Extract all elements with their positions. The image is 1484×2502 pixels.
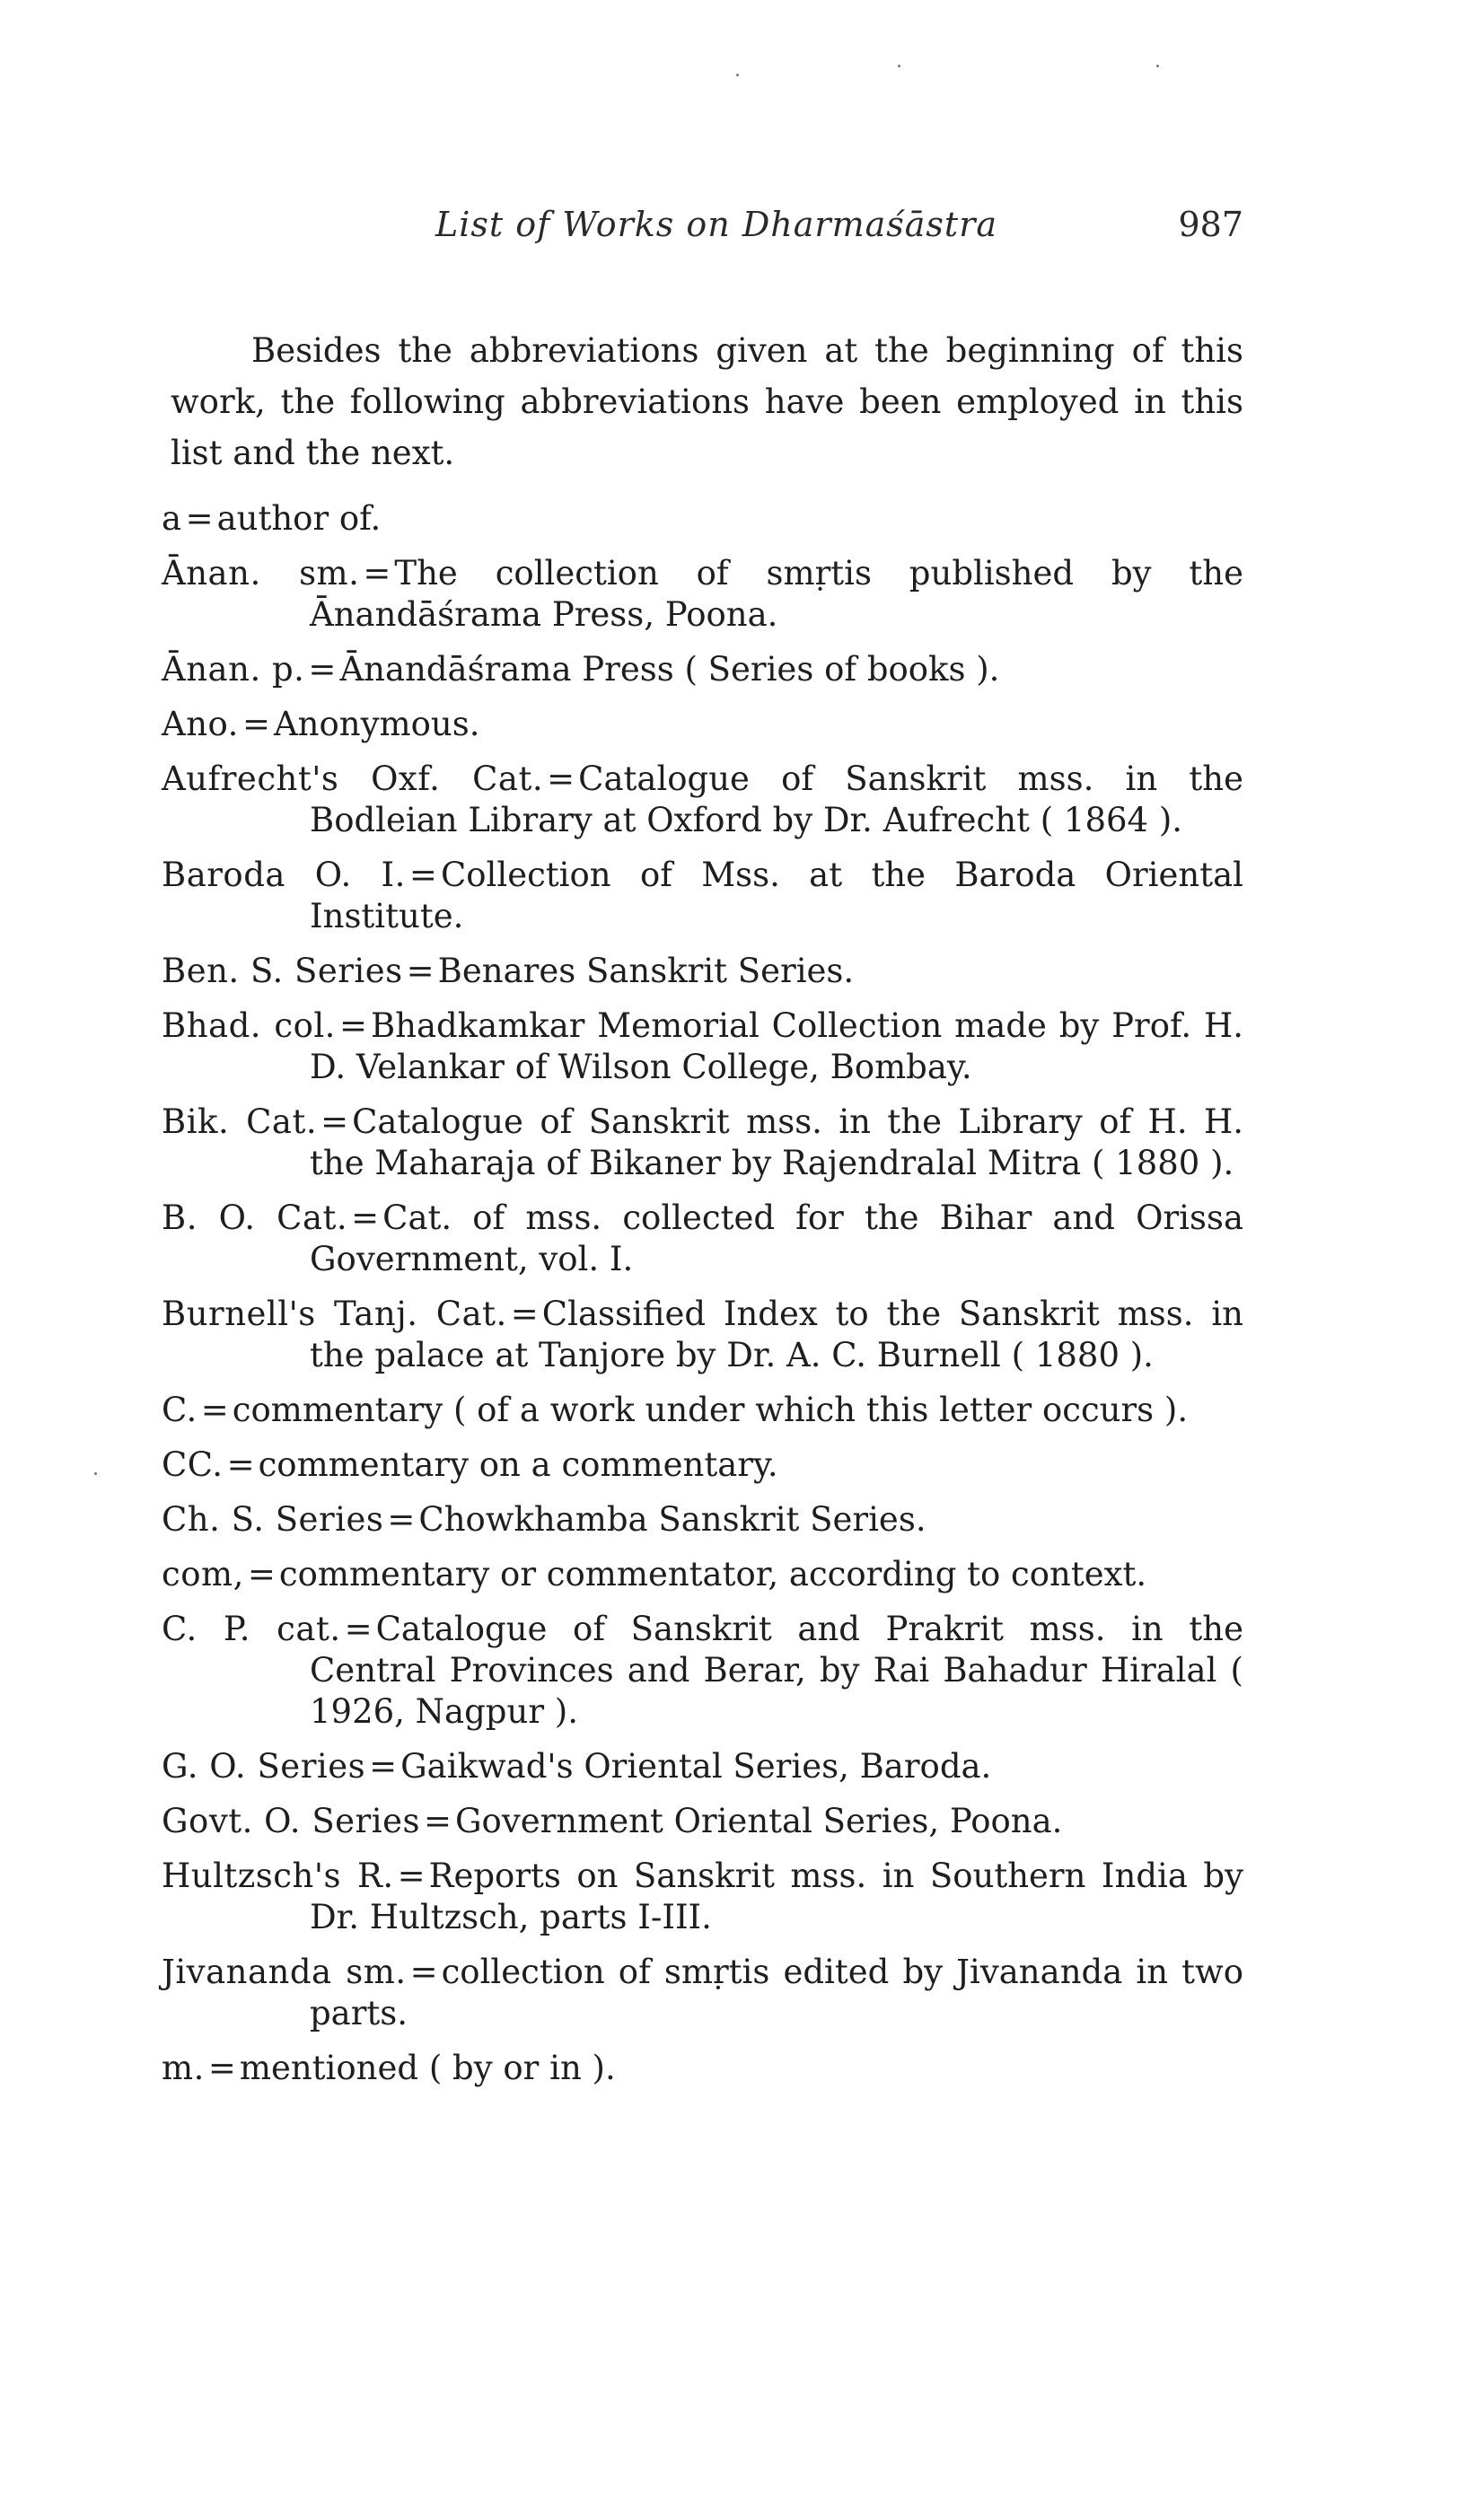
list-item xyxy=(162,1390,1243,1431)
list-item xyxy=(162,855,1243,937)
list-item xyxy=(162,704,1243,745)
abbreviation: C. P. cat. xyxy=(162,1610,341,1648)
equals-sign: = xyxy=(406,952,435,990)
abbreviation: Ānan. sm. xyxy=(162,554,360,593)
expansion: Bhadkamkar Memorial Collection made by Prof. H. D. Velankar of Wilson College, Bombay. xyxy=(310,1006,1243,1086)
abbreviation: a xyxy=(162,499,182,538)
expansion: Catalogue of Sanskrit mss. in the Bodleian Library at Oxford by Dr. Aufrecht ( 1864 ). xyxy=(310,759,1243,839)
abbreviation: Bik. Cat. xyxy=(162,1102,318,1141)
expansion: collection of smṛtis edited by Jivananda in two parts. xyxy=(310,1953,1243,2032)
list-item xyxy=(162,1102,1243,1184)
equals-sign: = xyxy=(338,1006,367,1045)
abbreviation: Hultzsch's R. xyxy=(162,1857,394,1895)
expansion: Benares Sanskrit Series. xyxy=(437,952,855,990)
expansion: Collection of Mss. at the Baroda Oriental Institute. xyxy=(310,856,1243,935)
abbreviation-list xyxy=(162,498,1243,2103)
equals-sign: = xyxy=(185,499,214,538)
scan-speck xyxy=(94,1472,97,1475)
running-header xyxy=(166,205,1243,259)
expansion: Catalogue of Sanskrit mss. in the Library of H. H. the Maharaja of Bikaner by Rajendralal Mitra ( 1880 ). xyxy=(310,1102,1244,1182)
abbreviation: Burnell's Tanj. Cat. xyxy=(162,1295,507,1333)
expansion: commentary or commentator, according to context. xyxy=(278,1555,1147,1593)
expansion: commentary on a commentary. xyxy=(258,1445,778,1484)
expansion: commentary ( of a work under which this letter occurs ). xyxy=(232,1391,1189,1429)
abbreviation: m. xyxy=(162,2049,205,2087)
list-item xyxy=(162,1198,1243,1280)
equals-sign: = xyxy=(547,759,575,798)
expansion: Government Oriental Series, Poona. xyxy=(454,1802,1063,1840)
expansion: author of. xyxy=(216,499,382,538)
list-item xyxy=(162,1609,1243,1733)
list-item xyxy=(162,1294,1243,1376)
list-item xyxy=(162,1554,1243,1595)
abbreviation: Aufrecht's Oxf. Cat. xyxy=(162,759,544,798)
expansion: mentioned ( by or in ). xyxy=(239,2049,616,2087)
list-item xyxy=(162,2048,1243,2089)
expansion: Reports on Sanskrit mss. in Southern India by Dr. Hultzsch, parts I-III. xyxy=(310,1857,1243,1936)
scan-speck xyxy=(1156,65,1159,67)
equals-sign: = xyxy=(226,1445,255,1484)
abbreviation: Bhad. col. xyxy=(162,1006,336,1045)
abbreviation: B. O. Cat. xyxy=(162,1198,348,1237)
list-item xyxy=(162,1856,1243,1938)
equals-sign: = xyxy=(200,1391,229,1429)
equals-sign: = xyxy=(423,1802,452,1840)
list-item xyxy=(162,1499,1243,1541)
abbreviation: com, xyxy=(162,1555,244,1593)
expansion: The collection of smṛtis published by the Ānandāśrama Press, Poona. xyxy=(310,554,1243,634)
abbreviation: Jivananda sm. xyxy=(162,1953,407,1991)
abbreviation: Ch. S. Series xyxy=(162,1500,384,1539)
equals-sign: = xyxy=(344,1610,373,1648)
equals-sign: = xyxy=(408,856,437,894)
abbreviation: CC. xyxy=(162,1445,224,1484)
list-item xyxy=(162,951,1243,992)
page-number: 987 xyxy=(1178,205,1243,244)
list-item xyxy=(162,1746,1243,1787)
list-item xyxy=(162,1801,1243,1842)
running-title: List of Works on Dharmaśāstra xyxy=(435,205,998,244)
abbreviation: Baroda O. I. xyxy=(162,856,406,894)
abbreviation: C. xyxy=(162,1391,198,1429)
equals-sign: = xyxy=(387,1500,416,1539)
equals-sign: = xyxy=(247,1555,276,1593)
abbreviation: Ānan. p. xyxy=(162,650,305,689)
list-item xyxy=(162,1005,1243,1088)
list-item xyxy=(162,649,1243,690)
expansion: Chowkhamba Sanskrit Series. xyxy=(418,1500,926,1539)
list-item xyxy=(162,1444,1243,1486)
expansion: Catalogue of Sanskrit and Prakrit mss. in the Central Provinces and Berar, by Rai Bahadur Hiralal ( 1926, Nagpur ). xyxy=(310,1610,1243,1731)
equals-sign: = xyxy=(241,705,270,743)
expansion: Cat. of mss. collected for the Bihar and Orissa Government, vol. I. xyxy=(310,1198,1243,1278)
expansion: Anonymous. xyxy=(273,705,480,743)
abbreviation: Ano. xyxy=(162,705,239,743)
expansion: Ānandāśrama Press ( Series of books ). xyxy=(339,650,1000,689)
equals-sign: = xyxy=(308,650,337,689)
abbreviation: Ben. S. Series xyxy=(162,952,403,990)
abbreviation: Govt. O. Series xyxy=(162,1802,420,1840)
equals-sign: = xyxy=(510,1295,539,1333)
abbreviation: G. O. Series xyxy=(162,1747,366,1786)
equals-sign: = xyxy=(351,1198,380,1237)
scan-speck xyxy=(736,74,739,76)
scan-speck xyxy=(898,65,900,67)
equals-sign: = xyxy=(409,1953,438,1991)
intro-paragraph: Besides the abbreviations given at the beginning of this work, the following abbreviations have been employed in this list and the next. xyxy=(171,331,1243,472)
list-item xyxy=(162,498,1243,540)
expansion: Gaikwad's Oriental Series, Baroda. xyxy=(400,1747,992,1786)
list-item xyxy=(162,1952,1243,2034)
equals-sign: = xyxy=(363,554,391,593)
equals-sign: = xyxy=(321,1102,349,1141)
list-item xyxy=(162,759,1243,841)
equals-sign: = xyxy=(397,1857,426,1895)
expansion: Classified Index to the Sanskrit mss. in the palace at Tanjore by Dr. A. C. Burnell ( 1880 ). xyxy=(310,1295,1243,1374)
equals-sign: = xyxy=(369,1747,398,1786)
equals-sign: = xyxy=(207,2049,236,2087)
list-item xyxy=(162,553,1243,636)
